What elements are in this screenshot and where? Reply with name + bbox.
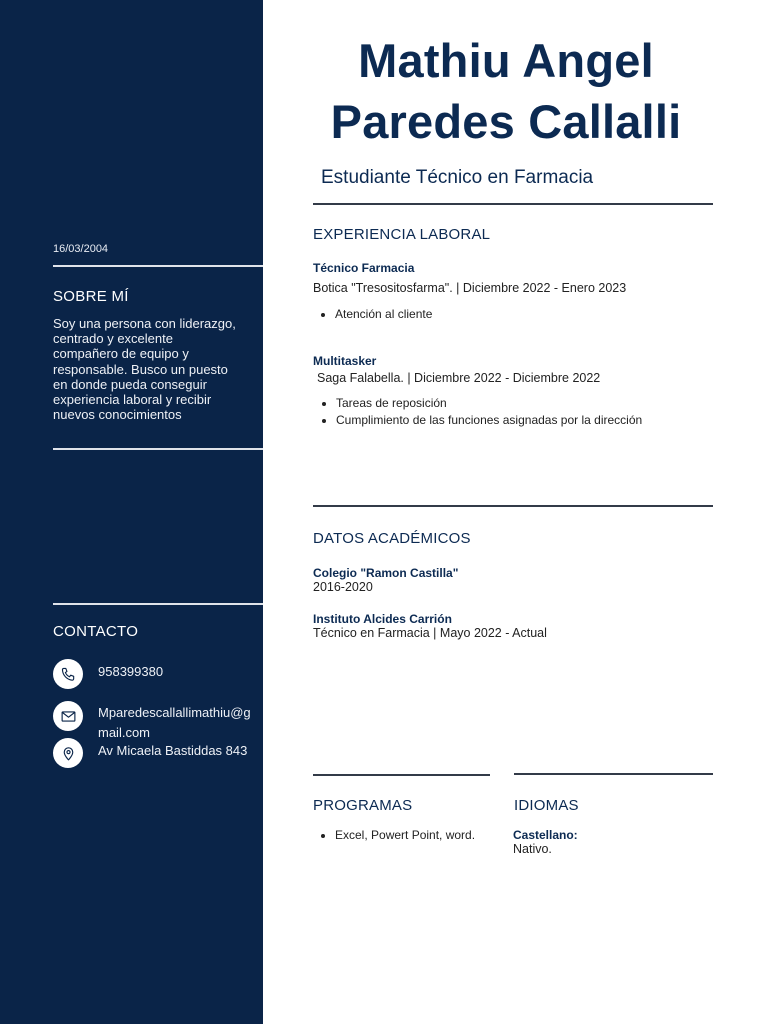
languages-heading: IDIOMAS [514, 797, 579, 814]
sidebar-divider [53, 448, 263, 450]
list-item: • Excel, Powert Point, word. [335, 827, 475, 844]
list-item: • Atención al cliente [335, 306, 432, 323]
birth-date: 16/03/2004 [53, 243, 109, 255]
contact-heading: CONTACTO [53, 623, 139, 640]
section-divider [313, 774, 490, 776]
full-name [263, 30, 749, 152]
sidebar-divider [53, 603, 263, 605]
mail-icon [53, 701, 83, 731]
education-title: Colegio "Ramon Castilla" [313, 566, 459, 580]
list-item: • Cumplimiento de las funciones asignadas por la dirección [336, 412, 642, 429]
job-duties [313, 306, 432, 323]
job-title: Técnico Farmacia [313, 261, 415, 275]
section-divider [313, 505, 713, 507]
education-heading: DATOS ACADÉMICOS [313, 530, 471, 547]
phone-icon [53, 659, 83, 689]
location-icon [53, 738, 83, 768]
job-meta: Botica "Tresositosfarma". | Diciembre 2022 - Enero 2023 [313, 281, 627, 295]
sidebar-divider [53, 265, 263, 267]
section-divider [514, 773, 713, 775]
programs-heading: PROGRAMAS [313, 797, 413, 814]
list-item: • Tareas de reposición [336, 395, 642, 412]
name-line-2: Paredes Callalli [330, 95, 682, 148]
programs-list [313, 827, 475, 844]
education-meta: 2016-2020 [313, 580, 373, 594]
job-duties [314, 395, 642, 429]
experience-heading: EXPERIENCIA LABORAL [313, 226, 491, 243]
job-subtitle: Estudiante Técnico en Farmacia [321, 167, 594, 188]
sidebar [0, 0, 263, 1024]
name-line-1: Mathiu Angel [358, 34, 654, 87]
education-title: Instituto Alcides Carrión [313, 612, 452, 626]
about-text: Soy una persona con liderazgo, centrado y excelente compañero de equipo y responsable. Busco un puesto en donde pueda conseguir experiencia laboral y recibir nuevos conocimientos [53, 316, 236, 423]
contact-address [53, 738, 253, 768]
main-content [263, 0, 768, 1024]
job-title: Multitasker [313, 354, 377, 368]
phone-number: 958399380 [98, 664, 164, 679]
contact-email [53, 701, 253, 743]
language-level: Nativo. [513, 842, 552, 856]
job-meta: Saga Falabella. | Diciembre 2022 - Diciembre 2022 [317, 371, 601, 385]
contact-phone [53, 659, 253, 689]
email-address: Mparedescallallimathiu@gmail.com [98, 705, 251, 740]
about-heading: SOBRE MÍ [53, 288, 129, 305]
address: Av Micaela Bastiddas 843 [98, 743, 248, 758]
language-name: Castellano: [513, 828, 578, 842]
section-divider [313, 203, 713, 205]
education-meta: Técnico en Farmacia | Mayo 2022 - Actual [313, 626, 547, 640]
